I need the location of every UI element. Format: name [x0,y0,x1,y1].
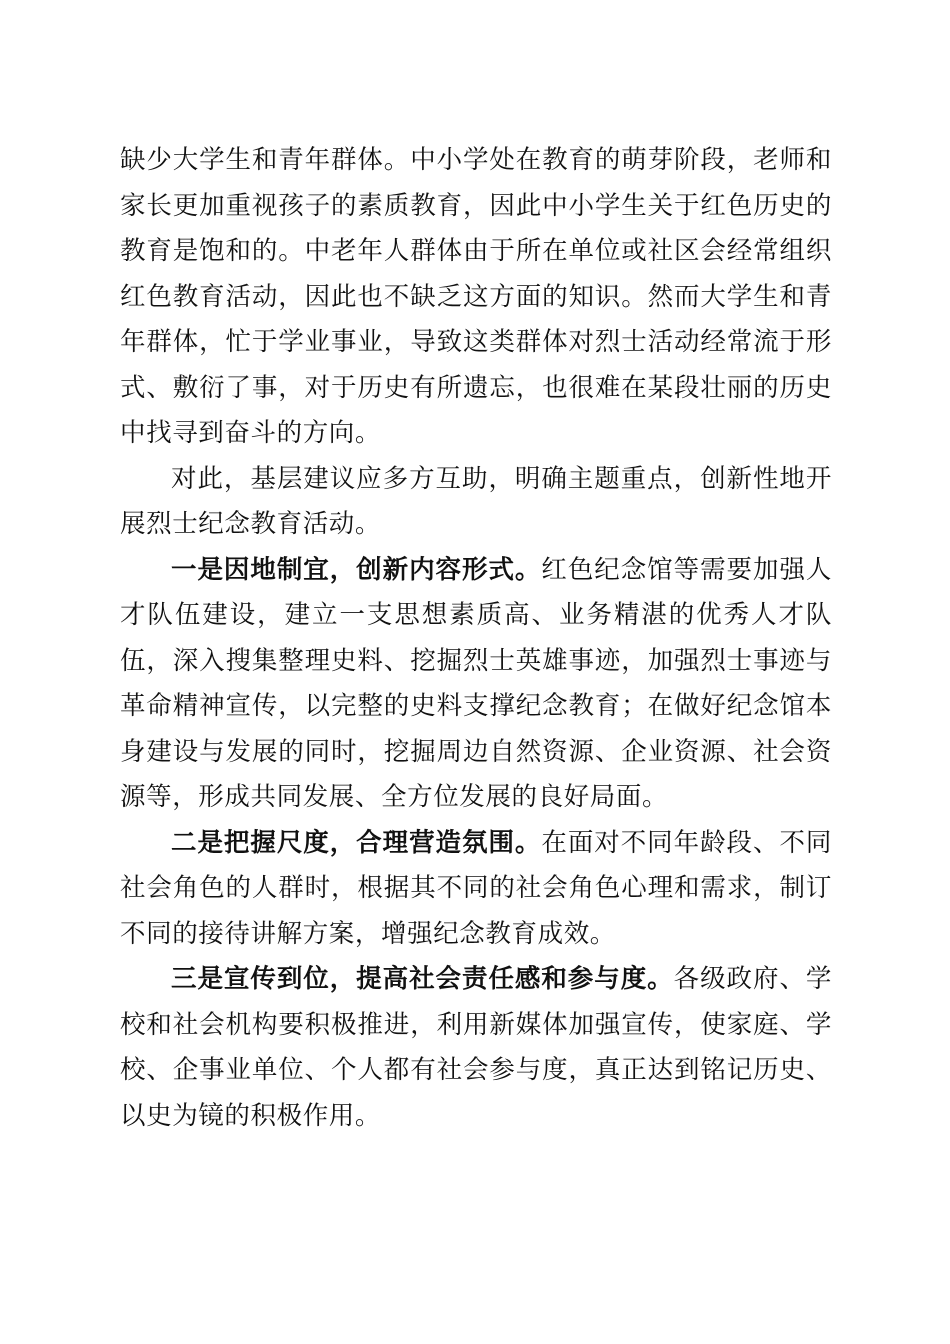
paragraph-heading: 二是把握尺度，合理营造氛围。 [171,827,542,858]
paragraph-heading: 三是宣传到位，提高社会责任感和参与度。 [171,964,674,994]
paragraph-text: 对此，基层建议应多方互助，明确主题重点，创新性地开展烈士纪念教育活动。 [120,463,832,539]
paragraph-continuation [120,138,832,457]
paragraph-heading: 一是因地制宜，创新内容形式。 [171,554,542,585]
paragraph-proposal-intro [120,457,832,548]
paragraph-text: 红色纪念馆等需要加强人才队伍建设，建立一支思想素质高、业务精湛的优秀人才队伍，深入搜集整理史料、挖掘烈士英雄事迹，加强烈士事迹与革命精神宣传，以完整的史料支撑纪念教育；在做好纪念馆本身建设与发展的同时，挖掘周边自然资源、企业资源、社会资源等，形成共同发展、全方位发展的良好局面。 [120,554,832,812]
paragraph-point-two [120,821,832,958]
paragraph-text: 各级政府、学校和社会机构要积极推进，利用新媒体加强宣传，使家庭、学校、企事业单位、个人都有社会参与度，真正达到铭记历史、以史为镜的积极作用。 [120,964,832,1131]
paragraph-point-one [120,548,832,821]
paragraph-text: 缺少大学生和青年群体。中小学处在教育的萌芽阶段，老师和家长更加重视孩子的素质教育，因此中小学生关于红色历史的教育是饱和的。中老年人群体由于所在单位或社区会经常组织红色教育活动，因此也不缺乏这方面的知识。然而大学生和青年群体，忙于学业事业，导致这类群体对烈士活动经常流于形式、敷衍了事，对于历史有所遗忘，也很难在某段壮丽的历史中找寻到奋斗的方向。 [120,145,832,448]
paragraph-point-three [120,957,832,1139]
paragraph-text: 在面对不同年龄段、不同社会角色的人群时，根据其不同的社会角色心理和需求，制订不同的接待讲解方案，增强纪念教育成效。 [120,827,832,949]
document-body [120,138,832,1139]
